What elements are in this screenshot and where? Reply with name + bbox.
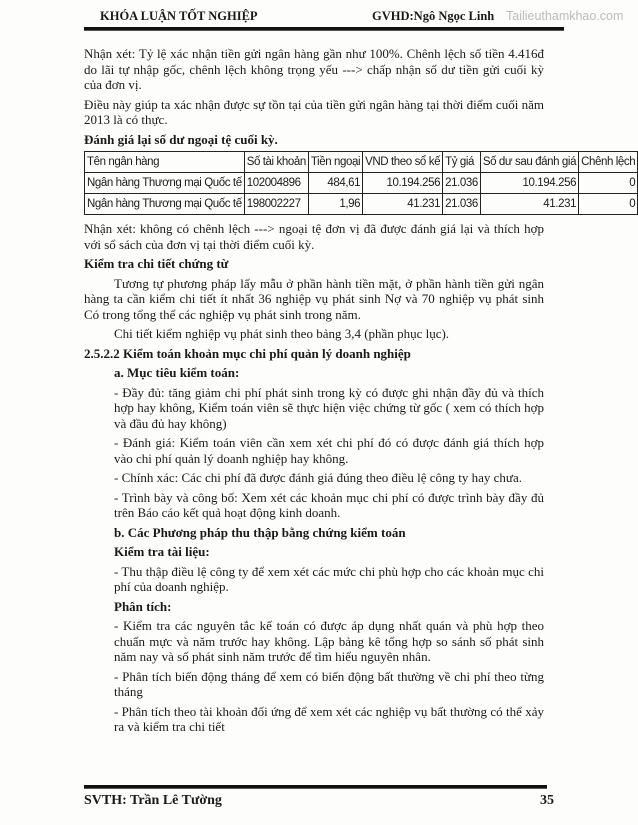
paragraph: - Trình bày và công bố: Xem xét các khoản mục chi phí có được trình bày đầy đủ trên Báo cáo kết quả hoạt động kinh doanh. <box>114 489 544 520</box>
cell: 484,61 <box>308 173 362 194</box>
paragraph: - Kiểm tra các nguyên tắc kế toán có được áp dụng nhất quán và phù hợp theo chuẩn mực và năm trước hay không. Lập bảng kê tổng hợp so sánh số phát sinh năm nay và số phát sinh năm trước để tìm hiểu nguyên nhân. <box>114 618 544 664</box>
paragraph: - Đầy đủ: tăng giảm chi phí phát sinh trong kỳ có được ghi nhận đầy đủ và thích hợp hay không, Kiểm toán viên sẽ thực hiện việc chứng từ gốc ( xem có thích hợp và đầu đủ hay không) <box>114 384 544 431</box>
paragraph: - Phân tích biến động tháng để xem có biến động bất thường về chi phí theo từng tháng <box>114 668 544 699</box>
cell: 198002227 <box>244 194 308 215</box>
header-title: KHÓA LUẬN TỐT NGHIỆP <box>100 9 258 23</box>
watermark: Tailieuthamkhao.com <box>506 9 624 23</box>
paragraph: - Chính xác: Các chi phí đã được đánh giá đúng theo điều lệ công ty hay chưa. <box>114 470 522 485</box>
header-advisor: GVHD:Ngô Ngọc Linh <box>372 9 495 23</box>
fx-revaluation-table <box>84 151 638 215</box>
header-rule <box>84 27 564 31</box>
header-cell: Số tài khoản <box>244 152 308 173</box>
paragraph: Nhận xét: không có chênh lệch ---> ngoại tệ đơn vị đã được đánh giá lại và thích hợp với sổ sách của đơn vị tại thời điểm cuối kỳ. <box>84 221 544 252</box>
cell: 41.231 <box>363 194 443 215</box>
cell: 0 <box>579 173 638 194</box>
table-row <box>85 173 638 194</box>
subheading: Kiểm tra tài liệu: <box>114 544 210 559</box>
paragraph: Tương tự phương pháp lấy mẫu ở phần hành tiền mặt, ở phần hành tiền gửi ngân hàng ta cần kiểm chi tiết ít nhất 36 nghiệp vụ phát sinh Nợ và 70 nghiệp vụ phát sinh Có trong tổng thể các nghiệp vụ phát sinh trong năm. <box>84 275 544 322</box>
cell: 102004896 <box>244 173 308 194</box>
paragraph: Chi tiết kiểm nghiệp vụ phát sinh theo bảng 3,4 (phần phục lục). <box>114 326 450 341</box>
cell: 41.231 <box>480 194 578 215</box>
document-body <box>84 46 636 739</box>
cell: 1,96 <box>308 194 362 215</box>
section-heading: 2.5.2.2 Kiểm toán khoản mục chi phí quản lý doanh nghiệp <box>84 345 411 361</box>
subheading: Phân tích: <box>114 598 172 614</box>
paragraph: Điều này giúp ta xác nhận được sự tồn tại của tiền gửi ngân hàng tại thời điểm cuối năm 2013 là có thực. <box>84 96 544 127</box>
cell: 21.036 <box>443 173 481 194</box>
table-header-row <box>85 152 638 173</box>
footer-rule <box>84 785 547 789</box>
header-cell: VND theo sổ kế <box>363 152 443 173</box>
paragraph: Nhận xét: Tỷ lệ xác nhận tiền gửi ngân hàng gần như 100%. Chênh lệch số tiền 4.416đ do lãi tự nhập gốc, chênh lệch không trọng yếu ---> chấp nhận số dư tiền gửi cuối kỳ của đơn vị. <box>84 46 544 92</box>
cell: 21.036 <box>443 194 481 215</box>
table-title: Đánh giá lại số dư ngoại tệ cuối kỳ. <box>84 131 278 147</box>
paragraph: - Phân tích theo tài khoản đối ứng để xem xét các nghiệp vụ bất thường có thể xảy ra và kiểm tra chi tiết <box>114 703 544 734</box>
header-cell: Tỷ giá <box>443 152 481 173</box>
header-cell: Chênh lệch <box>579 152 638 173</box>
cell: Ngân hàng Thương mại Quốc tế <box>85 194 245 215</box>
subheading: b. Các Phương pháp thu thập bằng chứng kiểm toán <box>114 524 406 540</box>
paragraph: - Đánh giá: Kiểm toán viên cần xem xét chi phí đó có được đánh giá thích hợp vào chi phí quản lý doanh nghiệp hay không. <box>114 435 544 466</box>
footer-author: SVTH: Trần Lê Tường <box>84 793 222 808</box>
header-cell: Tên ngân hàng <box>85 152 245 173</box>
header-cell: Số dư sau đánh giá <box>480 152 578 173</box>
cell: 0 <box>579 194 638 215</box>
subheading: Kiểm tra chi tiết chứng từ <box>84 256 229 271</box>
header-cell: Tiền ngoại <box>308 152 362 173</box>
subheading: a. Mục tiêu kiểm toán: <box>114 365 240 380</box>
paragraph: - Thu thập điều lệ công ty để xem xét các mức chi phù hợp cho các khoản mục chi phí của doanh nghiệp. <box>114 563 544 594</box>
page-number: 35 <box>540 793 554 808</box>
cell: Ngân hàng Thương mại Quốc tế <box>85 173 245 194</box>
cell: 10.194.256 <box>363 173 443 194</box>
cell: 10.194.256 <box>480 173 578 194</box>
table-row <box>85 194 638 215</box>
